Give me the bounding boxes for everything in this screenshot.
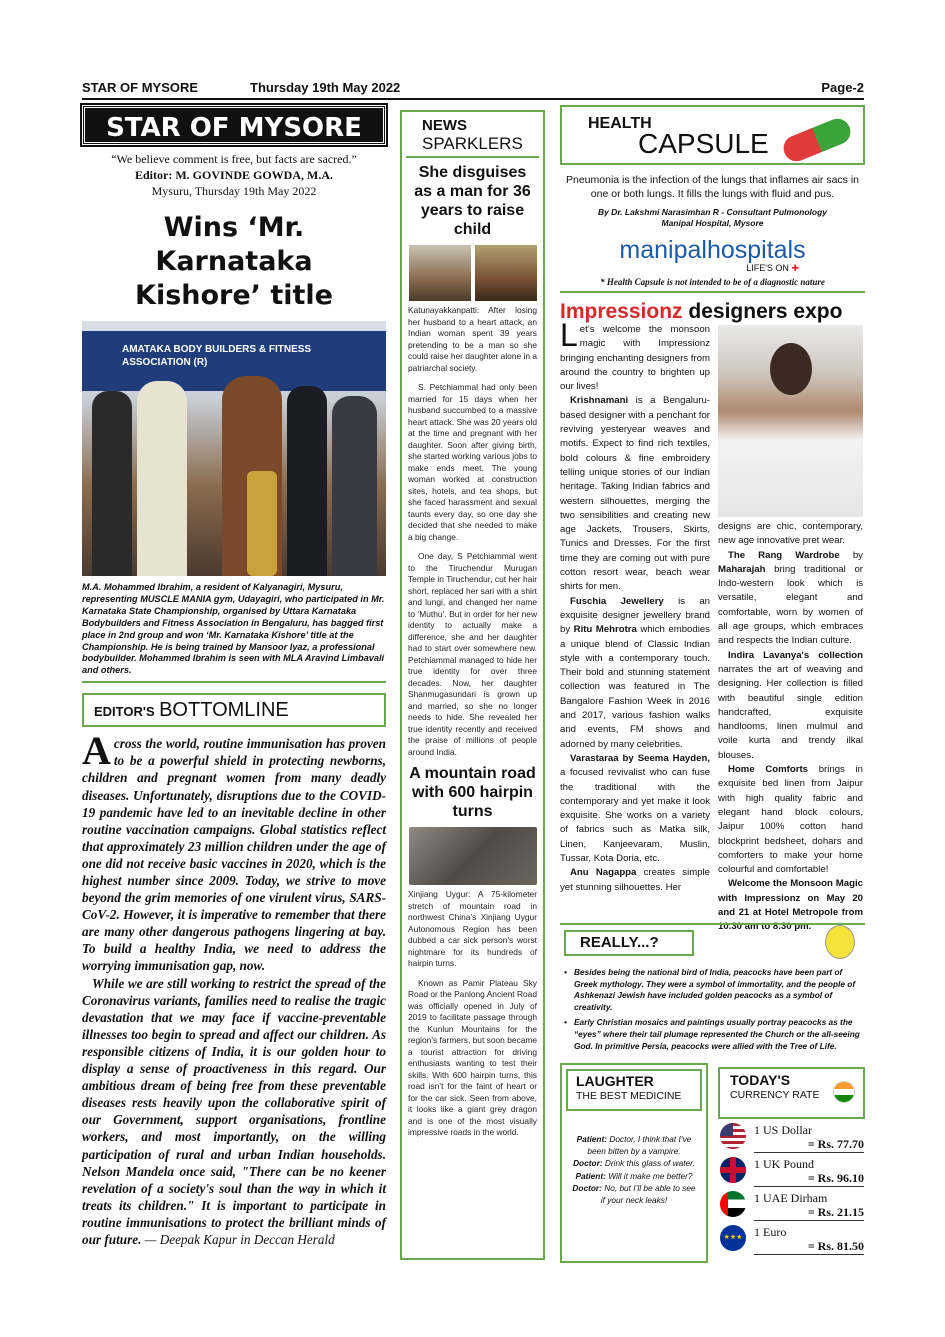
logo-tag-text: LIFE'S ON	[746, 263, 789, 273]
label-rest: CAPSULE	[638, 128, 769, 159]
really-bullet-2: Early Christian mosaics and paintings usually portray peacocks as the “eyes” where their tail plumage represented the Church or the all-seeing God. In primitive Persia, peacocks were allied with the Tree of Life.	[574, 1017, 860, 1051]
expo-p5: creates simple yet stunning silhouettes. Her	[560, 867, 710, 893]
trophy-shape	[247, 471, 277, 576]
masthead-motto: “We believe comment is free, but facts are sacred.”	[111, 152, 357, 166]
label-rest: BOTTOMLINE	[159, 699, 289, 722]
currency-rate: = Rs. 81.50	[754, 1239, 864, 1255]
joke-line: Drink this glass of water.	[602, 1158, 695, 1169]
person-silhouette	[287, 386, 327, 576]
story1-headline: She disguises as a man for 36 years to raise child	[414, 164, 531, 238]
joke-line: Doctor, I think that I’ve been bitten by a vampire.	[587, 1134, 692, 1157]
expo-p6: bring traditional or Indo-western look which is versatile, elegant and comfortable, worn by women of all age groups, which embraces and respects the Indian culture.	[718, 563, 863, 647]
really-label: REALLY...?	[564, 930, 694, 956]
list-item	[564, 967, 862, 1013]
joke-line: Will it make me better?	[605, 1170, 693, 1181]
flag-canton	[720, 1123, 733, 1136]
page-header	[82, 80, 864, 100]
label-rest: SPARKLERS	[422, 134, 523, 153]
label-bold: LAUGHTER	[576, 1073, 654, 1089]
bullet-icon: •	[564, 967, 567, 977]
expo-p3a: is an exquisite designer jewellery brand by	[560, 595, 711, 636]
joke-who: Patient:	[575, 1170, 606, 1181]
currency-row	[720, 1157, 865, 1190]
story1-para-2: S. Petchiammal had only been married for 15 days when her husband succumbed to a massive heart attack. She was 20 years old at the time and pregnant with her daughter. Soon after giving birth, she started working various jobs to make ends meet. The young woman worked at construction sites, hotels, and tea shops, but she faced harassment and sexual taunts every day, so one day she decided that she needed to make a big change.	[408, 382, 537, 542]
expo-p3-bold: Fuschia Jewellery	[570, 595, 664, 607]
lead-headline	[82, 211, 386, 313]
header-page-number: Page-2	[821, 80, 864, 95]
headline-line-1: Wins ‘Mr. Karnataka	[155, 212, 313, 277]
bullet-icon: •	[564, 1017, 567, 1028]
story1-para-3: One day, S Petchiammal went to the Tiruchendur Murugan Temple in Tiruchendur, cut her hair short, replaced her sari with a shirt and lungi, and changed her name to ‘Muthu’. But in order for her new identity to actually make a difference, she and her daughter had to start over somewhere new. Petchiammal managed to hide her true identity for over three decades. Now, her daughter Shanmugasundari is grown up and married, so she no longer needs to hide. She revealed her true identity recently and received the praise of millions of people around India.	[408, 551, 537, 757]
editorial-para-1: cross the world, routine immunisation has proven to be a powerful shield in protecting newborns, children and pregnant women from many deadly diseases. Unfortunately, disruptions due to the COVID-19 pandemic have led to an inevitable decline in other routine vaccination campaigns. Global statistics reflect that approximately 23 million children under the age of one did not receive basic vaccines in 2020, which is the highest number since 2009. Today, we strive to move beyond the grim memories of one virulent virus, SARS-CoV-2. However, it is imperative to remember that there are many other dangerous pathogens lingering at bay. To build a healthy India, we need to address the worrying immunisation gap, now.	[82, 736, 386, 974]
dropcap: L	[560, 317, 578, 353]
really-bullet-1: Besides being the national bird of India, peacocks have been part of Greek mythology. They were a symbol of immortality, and the people of Ashkenazi Jewish have included golden peacocks as a symbol of creativity.	[574, 967, 856, 1012]
column-right	[560, 105, 865, 1253]
india-flag-icon	[833, 1081, 855, 1103]
flag-stripe	[720, 1191, 728, 1217]
currency-row	[720, 1225, 865, 1258]
expo-p5c: designs are chic, contemporary, new age innovative pret wear.	[718, 521, 863, 547]
health-byline-1: By Dr. Lakshmi Narasimhan R - Consultant Pulmonology	[597, 207, 828, 217]
expo-p9: Welcome the Monsoon Magic with Impressionz on May 20 and 21 at Hotel Metropole from 10.30 am to 8.30 pm.	[718, 878, 863, 933]
currency-rate: = Rs. 77.70	[754, 1137, 864, 1153]
expo-p8-bold: Home Comforts	[728, 764, 808, 776]
expo-p3-bold2: Ritu Mehrotra	[573, 624, 637, 636]
currency-unit: 1 US Dollar	[754, 1123, 812, 1137]
expo-p2-bold: Krishnamani	[570, 395, 629, 407]
portrait-photo-woman	[475, 245, 537, 301]
photo-caption: M.A. Mohammed Ibrahim, a resident of Kalyanagiri, Mysuru, representing MUSCLE MANIA gym, Udayagiri, who participated in Mr. Karnataka State Championship, organised by Uttara Karnataka Bodybuilders and Fitness Association in Bengaluru, has bagged first place in 2nd group and won ‘Mr. Karnataka Kishore’ title at the Championship. He is being trained by Mansoor Iyaz, a professional bodybuilder. Mohammed Ibrahim is seen with MLA Aravind Limbavali and others.	[82, 582, 385, 676]
currency-row	[720, 1123, 865, 1156]
laughter-label	[566, 1069, 702, 1111]
pill-shape	[780, 115, 855, 165]
column-news-sparklers	[400, 110, 545, 1260]
currency-row	[720, 1191, 865, 1224]
story2-para-1: Xinjiang Uygur: A 75-kilometer stretch of mountain road in northwest China’s Xinjiang Uygur Autonomous Region has been dubbed a car sick person’s worst nightmare for its hundreds of hairpin turns.	[408, 889, 537, 968]
currency-table	[720, 1123, 865, 1258]
expo-p6-bold2: Maharajah	[718, 563, 766, 575]
expo-title-red: Impressionz	[560, 300, 683, 323]
joke-text	[562, 1133, 706, 1206]
health-text: Pneumonia is the infection of the lungs that inflames air sacs in one or both lungs. It fills the lungs with fluid and pus.	[566, 174, 859, 200]
divider	[560, 291, 865, 293]
flag-stripe	[834, 1082, 854, 1089]
manipal-logo: manipalhospitals	[619, 236, 806, 264]
uae-flag-icon	[720, 1191, 746, 1217]
column-left	[82, 105, 386, 1248]
headline-line-2: Kishore’ title	[135, 280, 333, 311]
eu-flag-icon: ★★★	[720, 1225, 746, 1251]
expo-p3b: which embodies a unique blend of Classic Indian style with a contemporary touch. Their bold and stunning statement collection was featured in The Bangalore Fashion Week in 2016 and 2017, various fashion walks and events, FM shows and adorned by many celebrities.	[560, 624, 710, 750]
expo-p2: is a Bengaluru-based designer with a penchant for reviving yesteryear weaves and motifs. Expect to find rich textiles, bold colours & fine embroidery telling unique stories of our Indian heritage. Taking Indian fabrics and western silhouettes, merging the two sensibilities and creating new age Jackets, Trousers, Skirts, Tunics and Dresses. For the first time they are coming out with pure cotton resort wear, beach wear shirts for men.	[560, 395, 710, 593]
expo-p6-bold: The Rang Wardrobe	[728, 549, 840, 561]
header-paper-name: STAR OF MYSORE	[82, 80, 199, 95]
list-item	[564, 1017, 862, 1052]
laughter-section	[560, 1063, 708, 1263]
really-list	[564, 967, 862, 1052]
expo-p8: brings in exquisite bed linen from Jaipur with high quality fabric and elegant hand block colours, Jaipur 100% cotton hand blockprint bedsheet, dohars and comforters to make your home colourful and comfortable!	[718, 764, 863, 876]
expo-p5-bold: Anu Nagappa	[570, 867, 637, 879]
header-date: Thursday 19th May 2022	[250, 80, 401, 95]
sparklers-label	[406, 112, 539, 158]
currency-unit: 1 UAE Dirham	[754, 1191, 828, 1205]
label-bold: NEWS	[422, 117, 467, 134]
expo-p7-bold: Indira Lavanya's collection	[728, 649, 863, 661]
expo-p4: a focused revivalist who can fuse the traditional with the contemporary and yet make it look exquisite. She works on a variety of fabrics such as Matka silk, Linen, Kanjeevaram, Muslin, Tussar, Kota Doria, etc.	[560, 767, 710, 864]
masthead-title: STAR OF MYSORE	[82, 105, 386, 145]
person-silhouette	[137, 381, 187, 576]
masthead-editor: Editor: M. GOVINDE GOWDA, M.A.	[135, 168, 333, 182]
health-capsule-label	[560, 105, 865, 165]
label-bold: TODAY'S	[730, 1072, 791, 1088]
story1-para-1: Katunayakkanpatti: After losing her husband to a heart attack, an Indian woman spent 39 years pretending to be a man so she could raise her daughter alone in a patriarchal society.	[408, 305, 537, 373]
currency-rate: = Rs. 96.10	[754, 1171, 864, 1187]
joke-line: No, but I’ll be able to see if your neck leaks!	[600, 1182, 696, 1206]
expo-headline	[560, 299, 865, 325]
plus-icon: ✚	[791, 263, 799, 273]
expo-title-rest: designers expo	[688, 300, 843, 323]
joke-who: Patient:	[576, 1134, 608, 1144]
model-photo	[718, 325, 863, 517]
editorial-body	[82, 728, 386, 1248]
currency-unit: 1 Euro	[754, 1225, 787, 1239]
expo-p4-bold: Varastaraa by Seema Hayden,	[570, 752, 710, 764]
label-bold: HEALTH	[588, 115, 652, 132]
portrait-photo-man	[409, 245, 471, 301]
hair-shape	[770, 343, 812, 395]
currency-rate: = Rs. 21.15	[754, 1205, 864, 1221]
editorial-para-2: While we are still working to restrict the spread of the Coronavirus variants, families need to realise the tragic devastation that we may face if vaccine-preventable illnesses too begin to spread and affect our children. As responsible citizens of India, it is our golden hour to display a sense of proactiveness in this regard. Our ambitious dream of being free from these preventable diseases rests heavily upon the collaborative spirit of our Government, support organisations, frontline workers, and most importantly, on the willing participation of rural and urban Indian households. Nelson Mandela once said, "There can be no keener revelation of a society's soul than the way in which it treats its children." It is important to participate in routine immunisations to protect the brilliant minds of our future.	[82, 975, 386, 1247]
health-note: * Health Capsule is not intended to be of a diagnostic nature	[600, 277, 825, 287]
flag-stripe	[834, 1089, 854, 1096]
expo-col-a	[560, 317, 711, 895]
banner-text: AMATAKA BODY BUILDERS & FITNESS ASSOCIATION (R)	[122, 344, 312, 368]
story2-headline: A mountain road with 600 hairpin turns	[409, 765, 536, 820]
lightbulb-icon	[825, 925, 855, 959]
expo-col-b	[718, 520, 863, 935]
logo-tagline	[560, 263, 865, 274]
label-rest: THE BEST MEDICINE	[576, 1090, 682, 1102]
person-silhouette	[92, 391, 132, 576]
joke-who: Doctor:	[572, 1182, 602, 1193]
story2-para-2: Known as Pamir Plateau Sky Road or the Panlong Ancient Road was officially opened in July of 2019 to facilitate passage through the Kunlun Mountains for the region’s farmers, but soon became a tourist attraction for driving enthusiasts wanting to test their skills. With 600 hairpin turns, this road isn’t for the faint of heart or for the car sick. Seen from above, it looks like a giant grey dragon and is one of the most visually impressive roads in the world.	[408, 977, 537, 1137]
uk-flag-icon	[720, 1157, 746, 1183]
flag-cross	[730, 1157, 736, 1183]
really-section	[560, 923, 865, 1059]
expo-p1: et’s welcome the monsoon magic with Impressionz bringing enchanting designers from around the country to brighten up our lives!	[560, 324, 710, 393]
expo-p6a: by	[839, 549, 863, 561]
dropcap: A	[82, 728, 111, 774]
editorial-credit: — Deepak Kapur in Deccan Herald	[144, 1231, 335, 1247]
masthead-date: Mysuru, Thursday 19th May 2022	[151, 184, 317, 198]
currency-label	[718, 1067, 865, 1119]
expo-p7: narrates the art of weaving and designing. Her collection is filled with beautiful single edition handcrafted, exquisite handlooms, linen mulmul and voile kurta and trendy ilkal blouses.	[718, 663, 863, 761]
label-rest: CURRENCY RATE	[730, 1089, 820, 1101]
story1-photos	[409, 245, 537, 301]
capsule-pill-icon	[774, 113, 858, 163]
us-flag-icon	[720, 1123, 746, 1149]
health-byline-2: Manipal Hospital, Mysore	[661, 218, 764, 228]
divider	[82, 681, 386, 683]
currency-unit: 1 UK Pound	[754, 1157, 815, 1171]
label-bold: EDITOR'S	[94, 704, 155, 720]
bodybuilder-photo	[82, 321, 386, 576]
joke-who: Doctor:	[573, 1158, 603, 1169]
person-silhouette	[332, 396, 377, 576]
mountain-road-photo	[409, 827, 537, 885]
editors-bottomline-label	[82, 693, 386, 727]
